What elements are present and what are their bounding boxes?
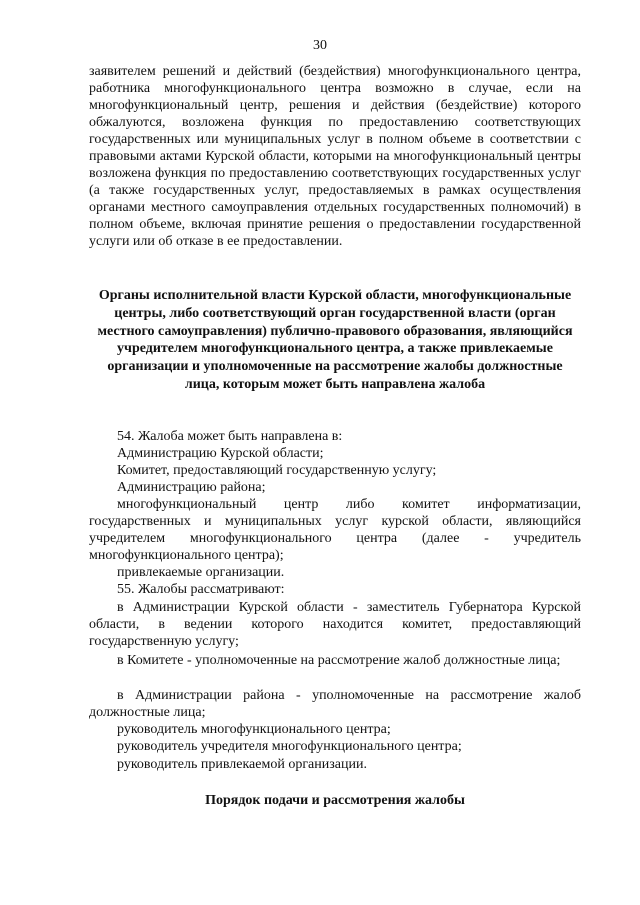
page-number: 30 [313,38,327,53]
list-item: многофункциональный центр либо комитет информатизации, государственных и муниципальных услуг курской области, являющийся учредителем многофункционального центра (далее - учредитель многофункционального центра); [89,497,581,563]
list-item: руководитель многофункционального центра; [117,722,391,737]
list-item: 54. Жалоба может быть направлена в: [117,429,343,444]
list-item: в Комитете - уполномоченные на рассмотрение жалоб должностные лица; [117,653,561,668]
list-item: руководитель привлекаемой организации. [117,757,367,772]
section-heading: Органы исполнительной власти Курской области, многофункциональные центры, либо соответствующий орган государственной власти (орган местного самоуправления) публично-правового образования, являющийся учредителем многофункционального центра, а также привлекаемые организации и уполномоченные на рассмотрение жалобы должностные лица, которым может быть направлена жалоба [97,288,573,392]
list-item: привлекаемые организации. [117,565,285,580]
list-item: Администрацию Курской области; [117,446,324,461]
list-item: 55. Жалобы рассматривают: [117,582,285,597]
list-item: Комитет, предоставляющий государственную услугу; [117,463,437,478]
list-item: в Администрации района - уполномоченные на рассмотрение жалоб должностные лица; [89,688,581,720]
next-section-heading: Порядок подачи и рассмотрения жалобы [205,793,465,808]
intro-paragraph: заявителем решений и действий (бездействия) многофункционального центра, работника многофункционального центра возможно в случае, если на многофункциональный центр, решения и действия (бездействие) которого обжалуются, возложена функция по предоставлению соответствующих государственных или муниципальных услуг в полном объеме в соответствии с правовыми актами Курской области, которыми на многофункциональный центры возложена функция по предоставлению соответствующих государственных услуг (а также государственных услуг, предоставляемых в рамках осуществления органами местного самоуправления отдельных государственных полномочий) в полном объеме, включая принятие решения о предоставлении государственной услуги или об отказе в ее предоставлении. [89,64,581,249]
list-item: Администрацию района; [117,480,266,495]
list-item: руководитель учредителя многофункционального центра; [117,739,462,754]
list-item: в Администрации Курской области - заместитель Губернатора Курской области, в ведении которого находится комитет, предоставляющий государственную услугу; [89,600,581,649]
